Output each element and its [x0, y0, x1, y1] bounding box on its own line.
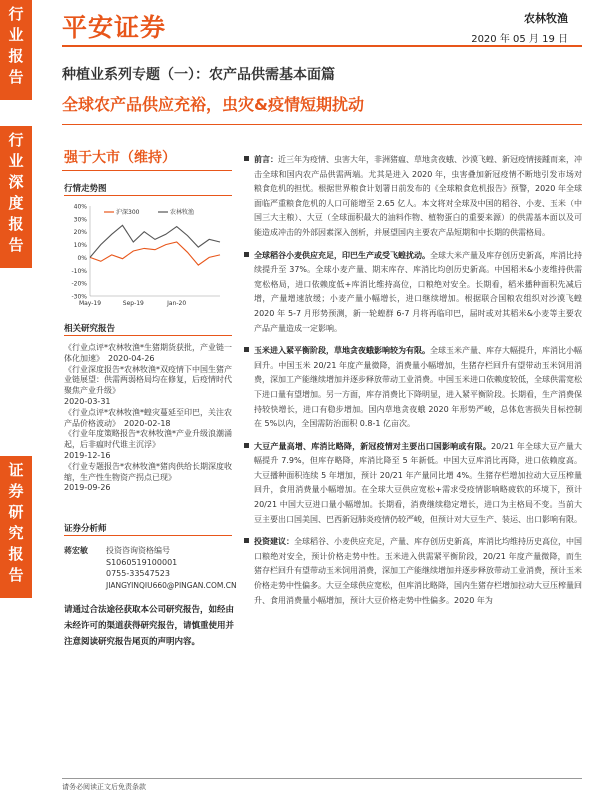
related-report-title: 《行业深度报告*农林牧渔*双疫情下中国生猪产业链展望：供需两弱格局均在修复，后疫情时代聚焦产业升级》: [64, 364, 232, 396]
sidebar-char: 券: [8, 482, 24, 500]
bullet-icon: [244, 252, 249, 257]
y-tick-label: 10%: [73, 242, 87, 250]
sidebar-char: 深: [8, 173, 24, 191]
y-tick-label: -20%: [71, 280, 87, 288]
disclaimer: 请通过合法途径获取本公司研究报告，如经由未经许可的渠道获得研究报告，请慎重使用并注意阅读研究报告尾页的声明内容。: [64, 605, 235, 647]
related-report-item[interactable]: [64, 408, 232, 430]
related-report-item[interactable]: [64, 429, 232, 461]
summary-paragraph: [244, 344, 582, 432]
sidebar-block-industry-report: [0, 0, 32, 100]
sidebar-char: 告: [8, 236, 24, 254]
related-report-date: 2019-12-16: [64, 450, 111, 460]
sidebar-char: 证: [8, 461, 24, 479]
header-divider: [62, 45, 582, 47]
y-tick-label: 0%: [77, 254, 87, 262]
company-logo: 平安证券: [62, 13, 167, 42]
sidebar-char: 度: [8, 194, 24, 212]
sidebar-char: 报: [8, 545, 24, 563]
related-report-item[interactable]: [64, 462, 232, 494]
sidebar-char: 行: [8, 5, 24, 23]
sidebar: [0, 0, 32, 800]
footer-note: 请务必阅读正文后免责条款: [62, 783, 146, 791]
paragraph-lead: 大豆产量高增、库消比略降，新冠疫情对主要出口国影响或有限。: [254, 441, 492, 451]
y-tick-label: 30%: [73, 216, 87, 224]
summary-paragraph: [244, 535, 582, 608]
analyst-section-label: 证券分析师: [64, 524, 107, 534]
legend-label: 沪深300: [116, 209, 140, 216]
analyst-label-rule: [64, 535, 232, 536]
summary-paragraph: [244, 440, 582, 528]
legend-label: 农林牧渔: [170, 209, 195, 216]
trend-chart-label: 行情走势图: [64, 184, 107, 194]
related-reports-list: [64, 343, 232, 494]
trend-label-rule: [64, 195, 232, 196]
analyst-details: [106, 545, 256, 591]
y-tick-label: 40%: [73, 203, 87, 211]
rating-divider: [62, 170, 232, 171]
title-divider: [62, 124, 582, 125]
sidebar-char: 告: [8, 566, 24, 584]
paragraph-text: 20/21 年全球大豆产量大幅提升 7.9%，但库存略降，库消比降至 5 年新低。中国大豆库消比再降，进口依赖度高。大豆播种面积连续 5 年增加，预计 20/21 年产量同比增 4%。生猪存栏增加拉动大豆压榨量回升，食用消费量小幅增加。在全球大豆供应宽松+需求受疫情影响略疲软的环境下，预计 20/21 中国大豆进口量小幅增加。长期看，消费继续稳定增长，进口为主格局不变。当前大豆主要出口国美国、巴西新冠肺炎疫情仍较严峻，但预计对大豆生产、装运、出口影响有限。: [254, 441, 582, 524]
sidebar-char: 业: [8, 26, 24, 44]
bullet-icon: [244, 347, 249, 352]
bullet-icon: [244, 443, 249, 448]
related-report-title: 《行业点评*农林牧渔*蝗灾蔓延至印巴，关注农产品价格波动》: [64, 407, 232, 428]
related-report-date: 2020-03-31: [64, 396, 111, 406]
related-report-date: 2020-02-18: [124, 418, 171, 428]
rating: 强于大市（维持）: [64, 150, 176, 166]
paragraph-text: 近三年为疫情、虫害大年，非洲猪瘟、草地贪夜蛾、沙漠飞蝗、新冠疫情接踵而来，冲击全球和国内农产品供需两端。尤其是进入 2020 年，虫害叠加新冠疫情不断地引发市场对粮食危机的担忧。根据世界粮食计划署日前发布的《全球粮食危机报告》预警，2020 年全球面临严重粮食危机的人口可能增至 2.65 亿人。本文将对全球及中国的稻谷、小麦、玉米（中国三大主粮）、大豆（全球面积最大的油料作物、植物蛋白的重要来源）的供需基本面以及可能造成冲击的外部因素深入剖析，并展望国内主要农产品短期和中长期的供需格局。: [254, 155, 582, 237]
x-tick-label: Jan-20: [167, 300, 187, 307]
related-report-item[interactable]: [64, 343, 232, 365]
sidebar-char: 报: [8, 47, 24, 65]
paragraph-text: 全球大米产量及库存创历史新高，库消比持续提升至 37%。全球小麦产量、期末库存、库消比均创历史新高。中国稻米&小麦维持供需宽松格局，进口依赖度低+库消比维持高位，口粮绝对安全。长期看，稻米播种面积先减后增，产量增速放缓；小麦产量小幅增长，进口继续增加。根据联合国粮农组织对沙漠飞蝗 2020 年 5-7 月形势预测，新一轮蝗群 6-7 月将再临印巴，届时或对其稻米&小麦等主要农产品产量造成一定影响。: [254, 250, 582, 333]
trend-chart: [64, 200, 226, 310]
related-report-date: 2019-09-26: [64, 483, 111, 493]
trend-chart-svg: [64, 200, 226, 310]
summary-column: [244, 153, 582, 608]
report-series-title: 种植业系列专题（一）：农产品供需基本面篇: [62, 67, 335, 83]
y-tick-label: 20%: [73, 229, 87, 237]
sidebar-char: 研: [8, 503, 24, 521]
summary-paragraph: [244, 153, 582, 241]
sector-name: 农林牧渔: [524, 12, 568, 25]
series-line: [90, 225, 220, 257]
sidebar-char: 究: [8, 524, 24, 542]
report-date: 2020 年 05 月 19 日: [471, 34, 568, 45]
related-reports-label: 相关研究报告: [64, 324, 116, 334]
summary-paragraph: [244, 249, 582, 337]
paragraph-lead: 前言：: [254, 155, 278, 164]
analyst-cert: S1060519100001: [106, 557, 178, 567]
sidebar-char: 行: [8, 131, 24, 149]
bullet-icon: [244, 156, 249, 161]
footer-divider: [62, 778, 582, 779]
analyst-role: 投资咨询资格编号: [106, 546, 170, 555]
related-report-title: 《行业专题报告*农林牧渔*猪肉供给长期深度收缩，生产性生物资产拐点已现》: [64, 461, 232, 482]
sidebar-char: 业: [8, 152, 24, 170]
report-headline: 全球农产品供应充裕，虫灾&疫情短期扰动: [62, 95, 364, 114]
related-report-date: 2020-04-26: [108, 353, 155, 363]
paragraph-lead: 玉米进入紧平衡阶段，草地贪夜蛾影响较为有限。: [254, 346, 430, 356]
related-report-item[interactable]: [64, 365, 232, 408]
bullet-icon: [244, 538, 249, 543]
related-report-title: 《行业年度策略报告*农林牧渔*产业升级浪潮涌起，后非瘟时代谁主沉浮》: [64, 429, 232, 450]
sidebar-char: 报: [8, 215, 24, 233]
analyst-name: 蒋宏敏: [64, 546, 88, 555]
analyst-phone: 0755-33547523: [106, 569, 170, 578]
paragraph-lead: 全球稻谷小麦供应充足，印巴生产或受飞蝗扰动。: [254, 250, 430, 260]
related-report-title: 《行业点评*农林牧渔*生猪期货获批，产业链一体化加速》: [64, 343, 232, 363]
sidebar-block-industry-deep-report: [0, 126, 32, 268]
x-tick-label: Sep-19: [122, 300, 144, 307]
analyst-email[interactable]: JIANGYINQIU660@PINGAN.COM.CN: [106, 580, 237, 590]
paragraph-lead: 投资建议：: [254, 537, 294, 547]
sidebar-block-securities-research-report: [0, 456, 32, 598]
y-tick-label: -10%: [71, 267, 87, 275]
x-tick-label: May-19: [78, 300, 102, 307]
related-label-rule: [64, 335, 232, 336]
paragraph-text: 全球稻谷、小麦供应充足，产量、库存创历史新高，库消比均维持历史高位，中国口粮绝对安全，预计价格走势中性。玉米进入供需紧平衡阶段，20/21 年度产量微降，而生猪存栏回升有望带动玉米饲用消费，深加工产能继续增加并逐步释放带动工业消费，预计玉米价格走势中性偏多。大豆全球供应宽松，但库消比略降，国内生猪存栏增加拉动大豆压榨量回升、食用消费量小幅增加，预计大豆价格走势中性偏多。2020 年为: [254, 537, 582, 605]
paragraph-text: 全球玉米产量、库存大幅提升，库消比小幅回升。中国玉米 20/21 年度产量微降，消费量小幅增加，生猪存栏回升有望带动玉米饲用消费，深加工产能继续增加并逐步释放带动工业消费。中国玉米进口依赖度较低，全球供需宽松下进口量有望增加。另一方面，库存消费比下降明显，进入紧平衡阶段。长期看，生产消费保持较快增长，进口有稳步增加。国内草地贪夜蛾 2020 年形势严峻，总体危害损失目标控制在 5%以内，全国需防治面积 0.8-1 亿亩次。: [254, 346, 582, 429]
sidebar-char: 告: [8, 68, 24, 86]
y-tick-label: -30%: [71, 293, 87, 301]
